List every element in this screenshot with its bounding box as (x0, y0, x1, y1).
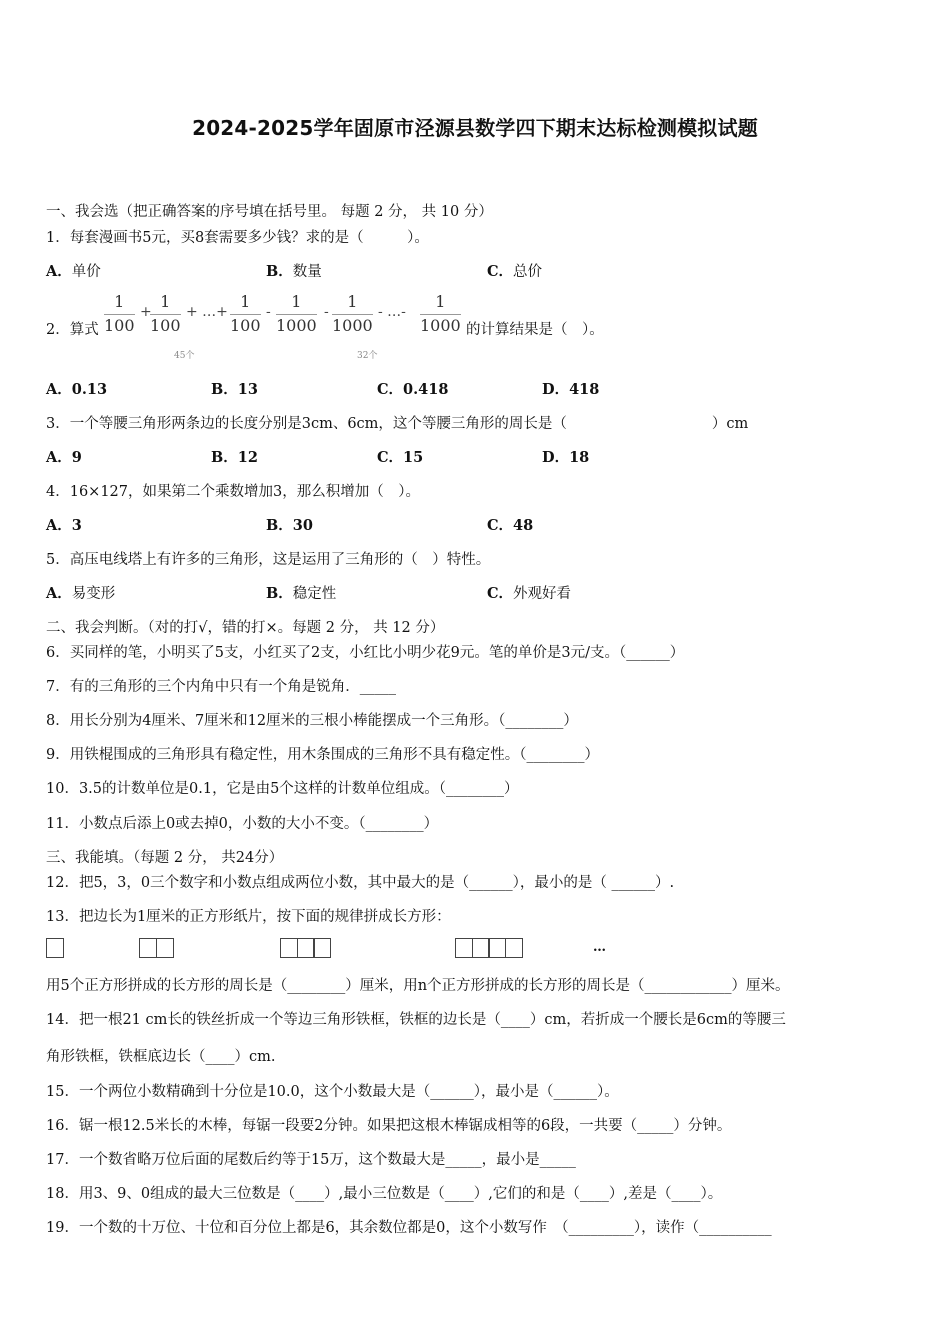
q1-option-c (487, 262, 542, 282)
option-text: 13 (237, 381, 258, 398)
option-text: 3 (71, 517, 82, 534)
question-2-suffix: 的计算结果是（ ）。 (466, 322, 604, 338)
q4-option-a (46, 516, 82, 536)
q4-option-b (266, 516, 313, 536)
question-16: 16．锯一根12.5米长的木棒，每锯一段要2分钟。如果把这根木棒锯成相等的6段，一共要（_____）分钟。 (46, 1118, 732, 1134)
numerator: 1 (150, 292, 181, 315)
q5-option-c (487, 584, 571, 604)
question-8: 8．用长分别为4厘米、7厘米和12厘米的三根小棒能摆成一个三角形。（________） (46, 713, 578, 729)
question-19: 19．一个数的十万位、十位和百分位上都是6，其余数位都是0，这个小数写作 （_________），读作（__________ (46, 1220, 772, 1236)
option-text: 48 (513, 517, 534, 534)
denominator: 1000 (332, 316, 373, 335)
option-label: B． (211, 449, 238, 466)
option-label: A． (46, 263, 72, 280)
question-12: 12．把5，3，0三个数字和小数点组成两位小数，其中最大的是（______），最小的是（ ______）. (46, 875, 675, 891)
option-label: B． (266, 585, 293, 602)
option-text: 12 (237, 449, 258, 466)
option-text: 18 (569, 449, 590, 466)
denominator: 100 (230, 316, 261, 335)
option-label: B． (266, 517, 293, 534)
question-10: 10．3.5的计数单位是0.1，它是由5个这样的计数单位组成。（________） (46, 781, 519, 797)
option-text: 30 (292, 517, 313, 534)
fraction (332, 292, 373, 337)
option-label: D． (542, 449, 570, 466)
option-text: 单价 (71, 264, 101, 280)
denominator: 1000 (276, 316, 317, 335)
option-label: D． (542, 381, 570, 398)
numerator: 1 (332, 292, 373, 315)
fraction-expression (104, 292, 469, 362)
denominator: 100 (104, 316, 135, 335)
square-pattern-3 (280, 938, 331, 958)
fraction (230, 292, 261, 337)
option-text: 易变形 (71, 586, 116, 602)
section3-header: 三、我能填。（每题 2 分， 共24分） (46, 850, 284, 866)
count-label-45: 45个 (174, 351, 195, 361)
question-7: 7．有的三角形的三个内角中只有一个角是锐角．_____ (46, 679, 396, 695)
q2-option-d (542, 380, 599, 400)
question-15: 15．一个两位小数精确到十分位是10.0，这个小数最大是（______），最小是（______）。 (46, 1084, 619, 1100)
fraction (150, 292, 181, 337)
option-label: C． (377, 449, 404, 466)
q5-option-a (46, 584, 115, 604)
question-14-line2: 角形铁框，铁框底边长（____）cm. (46, 1049, 276, 1065)
question-14-line1: 14．把一根21 cm长的铁丝折成一个等边三角形铁框，铁框的边长是（____）cm，若折成一个腰长是6cm的等腰三 (46, 1012, 786, 1028)
q3-option-d (542, 448, 589, 468)
option-label: B． (211, 381, 238, 398)
operator: - …- (378, 304, 406, 320)
q1-option-b (266, 262, 322, 282)
question-1: 1．每套漫画书5元，买8套需要多少钱？求的是（ ）。 (46, 230, 429, 246)
fraction (420, 292, 461, 337)
question-17: 17．一个数省略万位后面的尾数后约等于15万，这个数最大是_____，最小是_____ (46, 1152, 576, 1168)
numerator: 1 (420, 292, 461, 315)
q2-option-a (46, 380, 107, 400)
option-text: 总价 (513, 264, 543, 280)
option-label: B． (266, 263, 293, 280)
q2-option-c (377, 380, 448, 400)
q4-option-c (487, 516, 533, 536)
q3-option-b (211, 448, 258, 468)
option-label: A． (46, 517, 72, 534)
square-pattern-2 (139, 938, 174, 958)
question-13-line2: 用5个正方形拼成的长方形的周长是（________）厘米，用n个正方形拼成的长方形的周长是（____________）厘米。 (46, 978, 790, 994)
numerator: 1 (230, 292, 261, 315)
option-label: A． (46, 449, 72, 466)
numerator: 1 (104, 292, 135, 315)
question-6: 6．买同样的笔，小明买了5支，小红买了2支，小红比小明少花9元。笔的单价是3元/支。（______） (46, 645, 685, 661)
q1-option-a (46, 262, 101, 282)
section2-header: 二、我会判断。（对的打√，错的打×。每题 2 分， 共 12 分） (46, 620, 445, 636)
q2-option-b (211, 380, 258, 400)
fraction (104, 292, 135, 337)
option-text: 9 (71, 449, 82, 466)
option-label: C． (487, 585, 514, 602)
option-label: A． (46, 381, 72, 398)
option-text: 418 (569, 381, 600, 398)
q5-option-b (266, 584, 336, 604)
count-label-32: 32个 (357, 351, 378, 361)
fraction (276, 292, 317, 337)
option-label: C． (487, 517, 514, 534)
option-text: 0.13 (71, 381, 108, 398)
denominator: 1000 (420, 316, 461, 335)
square-pattern-1 (46, 938, 64, 958)
question-5: 5．高压电线塔上有许多的三角形，这是运用了三角形的（ ）特性。 (46, 552, 491, 568)
denominator: 100 (150, 316, 181, 335)
question-3: 3．一个等腰三角形两条边的长度分别是3cm、6cm，这个等腰三角形的周长是（ ）cm (46, 416, 749, 432)
option-label: C． (487, 263, 514, 280)
question-2-prefix: 2．算式 (46, 322, 99, 338)
question-18: 18．用3、9、0组成的最大三位数是（____）,最小三位数是（____）,它们的和是（____）,差是（____）。 (46, 1186, 723, 1202)
question-11: 11．小数点后添上0或去掉0，小数的大小不变。（________） (46, 816, 439, 832)
option-text: 稳定性 (292, 586, 337, 602)
section1-header: 一、我会选（把正确答案的序号填在括号里。 每题 2 分， 共 10 分） (46, 204, 493, 220)
option-text: 0.418 (403, 381, 449, 398)
question-9: 9．用铁棍围成的三角形具有稳定性，用木条围成的三角形不具有稳定性。（________） (46, 747, 599, 763)
numerator: 1 (276, 292, 317, 315)
q3-option-a (46, 448, 82, 468)
operator: - (266, 304, 271, 320)
question-13: 13．把边长为1厘米的正方形纸片，按下面的规律拼成长方形： (46, 909, 451, 925)
option-text: 15 (403, 449, 424, 466)
page-title: 2024-2025学年固原市泾源县数学四下期末达标检测模拟试题 (192, 116, 758, 140)
option-label: C． (377, 381, 404, 398)
q3-option-c (377, 448, 423, 468)
operator: - (324, 304, 329, 320)
option-label: A． (46, 585, 72, 602)
pattern-ellipsis: … (593, 940, 606, 955)
option-text: 数量 (292, 264, 322, 280)
option-text: 外观好看 (513, 586, 572, 602)
question-4: 4．16×127，如果第二个乘数增加3，那么积增加（ ）。 (46, 484, 420, 500)
operator: + …+ (186, 304, 228, 320)
square-pattern-4 (455, 938, 523, 958)
operator: + (140, 304, 152, 320)
